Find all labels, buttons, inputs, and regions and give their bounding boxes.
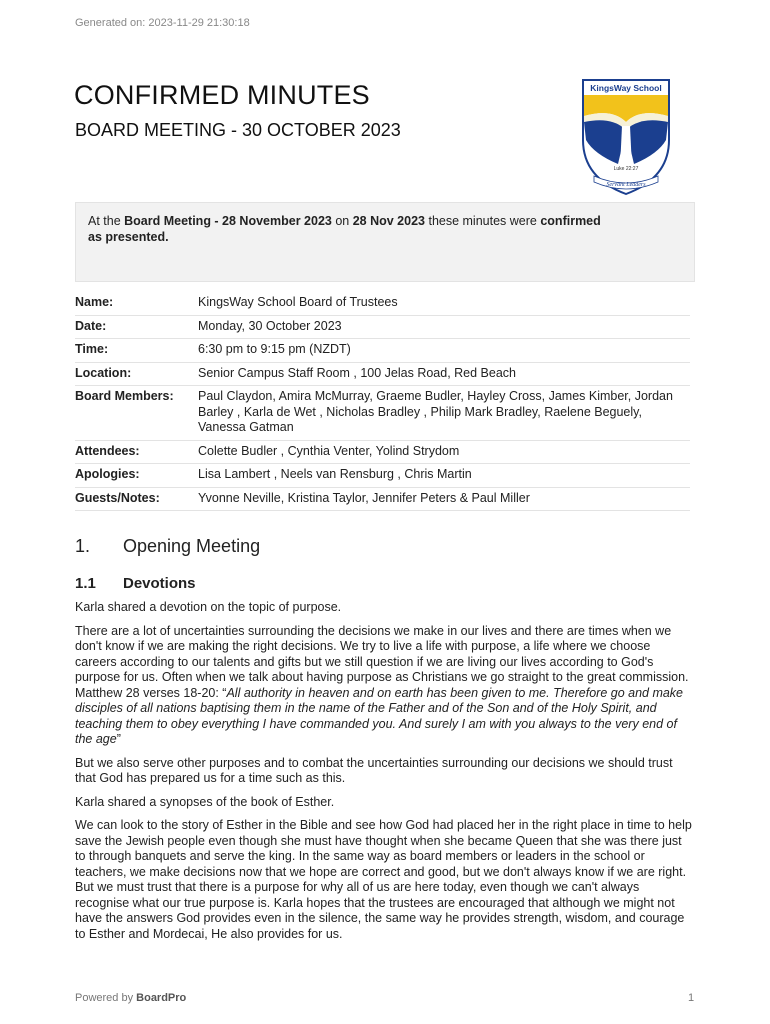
footer-brand: BoardPro — [136, 992, 187, 1004]
details-label: Location: — [75, 365, 132, 380]
quote-close: ” — [116, 732, 121, 746]
details-label: Name: — [75, 295, 114, 309]
details-row-apologies — [75, 464, 690, 488]
confirmation-text-3: these minutes were — [425, 214, 541, 228]
confirmation-text-1: At the — [88, 214, 125, 228]
paragraph: Karla shared a devotion on the topic of purpose. — [75, 600, 342, 614]
details-value: 6:30 pm to 9:15 pm (NZDT) — [198, 342, 351, 356]
generated-timestamp: Generated on: 2023-11-29 21:30:18 — [75, 17, 250, 29]
section-number: 1. — [75, 536, 91, 556]
subsection-number: 1.1 — [75, 575, 96, 592]
confirmation-box — [75, 202, 695, 282]
details-value: KingsWay School Board of Trustees — [198, 295, 398, 309]
details-label: Date: — [75, 318, 107, 333]
paragraph: Karla shared a synopses of the book of Esther. — [75, 794, 335, 809]
paragraph: But we also serve other purposes and to combat the uncertainties surrounding our decisions we should trust that God has prepared us for a time such as this. — [75, 755, 673, 785]
confirmation-as-presented: as presented. — [88, 230, 169, 244]
section-title: Opening Meeting — [123, 536, 261, 556]
details-value: Yvonne Neville, Kristina Taylor, Jennifer Peters & Paul Miller — [198, 490, 530, 505]
paragraph-text: There are a lot of uncertainties surrounding the decisions we make in our lives and there are times when we don't know if we are making the right decisions. We try to live a life with purpose, a life where we choose careers according to our talents and gifts but we still question if we are living our lives according to God's purpose for us. Often when we talk about having purpose as Christians we go straight to the great commission. Matthew 28 verses 18-20: “ — [75, 623, 689, 700]
details-value: Colette Budler , Cynthia Venter, Yolind Strydom — [198, 443, 460, 458]
footer-powered-by — [75, 992, 186, 1004]
details-label: Guests/Notes: — [75, 490, 160, 505]
devotions-body — [75, 600, 695, 950]
details-label: Board Members: — [75, 389, 174, 403]
details-row-time — [75, 339, 690, 363]
details-row-guests — [75, 488, 690, 512]
confirmation-status: confirmed — [540, 214, 601, 228]
section-heading-opening-meeting — [75, 536, 260, 557]
page-number: 1 — [688, 992, 695, 1004]
confirmation-date: 28 Nov 2023 — [352, 214, 425, 228]
meeting-details-table — [75, 292, 690, 511]
footer-powered-text: Powered by — [75, 992, 137, 1004]
details-label: Time: — [75, 342, 109, 356]
details-row-date — [75, 316, 690, 340]
scripture-quote: All authority in heaven and on earth has been given to me. Therefore go and make disciples of all nations baptising them in the name of the Father and of the Son and of the Holy Spirit, and teaching them to obey everything I have commanded you. And surely I am with you always to the very end of the age — [75, 685, 684, 746]
paragraph: We can look to the story of Esther in the Bible and see how God had placed her in the right place in time to help save the Jewish people even though she must have thought when she became Queen that she was there just to through banquets and serve the king. In the same way as board members or leaders in the school or teachers, we make decisions now that we hope are correct and good, but we don't always know if we are right. But we must trust that there is a purpose for why all of us are here today, even though we can't always recognise what our true purpose is. Karla hopes that the trustees are encouraged that although we might not have the answers God provides even in the silence, the same way he provides strength, wisdom, and courage to Esther and Mordecai, He also provides for us. — [75, 818, 692, 941]
crest-school-name: KingsWay School — [590, 83, 662, 93]
subsection-heading-devotions — [75, 575, 196, 592]
confirmation-meeting: Board Meeting - 28 November 2023 — [124, 214, 332, 228]
details-value: Paul Claydon, Amira McMurray, Graeme Budler, Hayley Cross, James Kimber, Jordan Barley , Karla de Wet , Nicholas Bradley , Philip Mark Bradley, Raelene Beguely, Vanessa Gatman — [198, 389, 673, 434]
paragraph — [75, 624, 695, 748]
details-row-board-members — [75, 386, 690, 441]
school-crest-logo — [580, 78, 672, 196]
details-label: Apologies: — [75, 467, 140, 481]
details-row-name — [75, 292, 690, 316]
details-row-location — [75, 363, 690, 387]
details-label: Attendees: — [75, 443, 140, 458]
page-title: CONFIRMED MINUTES — [74, 80, 370, 110]
confirmation-text-2: on — [331, 214, 353, 228]
crest-verse: Luke 22:27 — [613, 166, 639, 172]
details-row-attendees — [75, 441, 690, 465]
subsection-title: Devotions — [123, 575, 196, 592]
details-value: Monday, 30 October 2023 — [198, 318, 342, 333]
details-value: Senior Campus Staff Room , 100 Jelas Road, Red Beach — [198, 365, 516, 380]
details-value: Lisa Lambert , Neels van Rensburg , Chris Martin — [198, 467, 472, 481]
page-subtitle: BOARD MEETING - 30 OCTOBER 2023 — [75, 120, 401, 140]
crest-motto: Servant Leaders — [606, 182, 646, 188]
